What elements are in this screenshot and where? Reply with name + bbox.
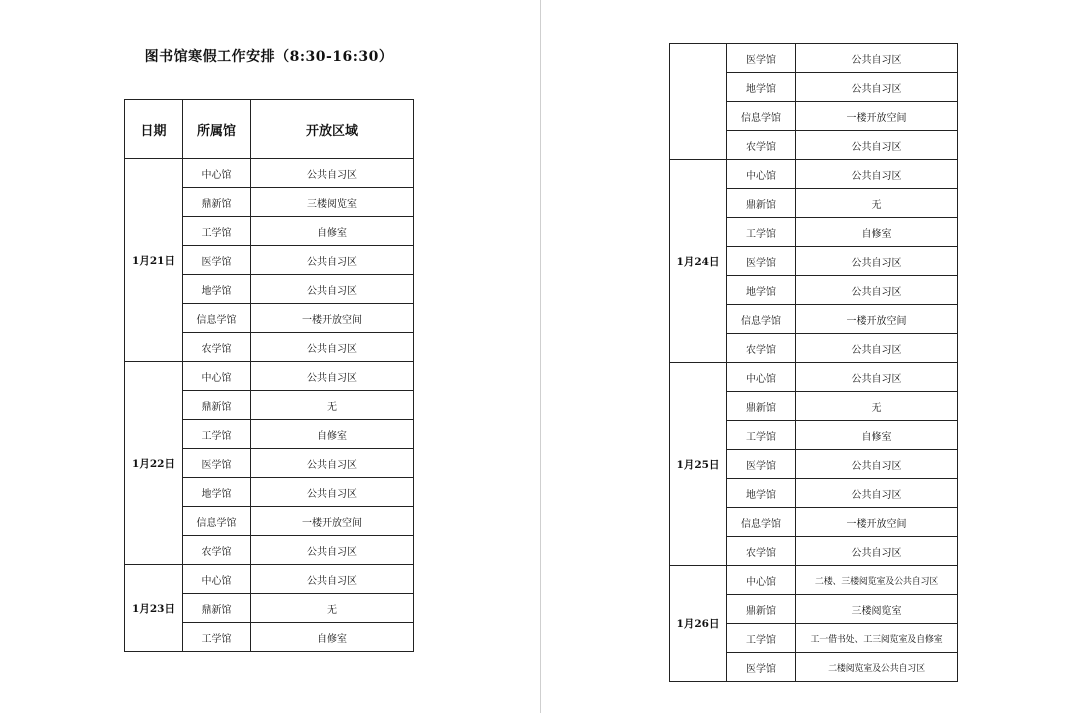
library-cell: 地学馆 [183,275,251,304]
area-cell: 公共自习区 [796,44,958,73]
library-cell: 信息学馆 [727,102,796,131]
library-cell: 农学馆 [183,536,251,565]
date-cell: 1月24日 [670,160,727,363]
library-cell: 地学馆 [183,478,251,507]
library-cell: 中心馆 [183,565,251,594]
area-cell: 无 [796,189,958,218]
schedule-table-right [669,43,958,682]
table-row [125,362,414,391]
area-cell: 公共自习区 [251,333,414,362]
library-cell: 工学馆 [727,218,796,247]
table-row [670,44,958,73]
library-cell: 鼎新馆 [727,595,796,624]
area-cell: 三楼阅览室 [796,595,958,624]
area-cell: 公共自习区 [796,334,958,363]
library-cell: 信息学馆 [183,507,251,536]
library-cell: 信息学馆 [183,304,251,333]
library-cell: 信息学馆 [727,305,796,334]
area-cell: 自修室 [251,623,414,652]
library-cell: 中心馆 [727,363,796,392]
table-row [670,160,958,189]
area-cell: 一楼开放空间 [251,304,414,333]
area-cell: 一楼开放空间 [796,305,958,334]
date-cell [670,44,727,160]
area-cell: 一楼开放空间 [796,508,958,537]
area-cell: 公共自习区 [796,160,958,189]
page-title: 图书馆寒假工作安排（8:30-16:30） [144,49,394,65]
library-cell: 鼎新馆 [183,391,251,420]
library-cell: 工学馆 [727,421,796,450]
library-cell: 鼎新馆 [727,392,796,421]
table-row [670,363,958,392]
area-cell: 公共自习区 [251,449,414,478]
library-cell: 地学馆 [727,276,796,305]
area-cell: 一楼开放空间 [796,102,958,131]
library-cell: 医学馆 [183,246,251,275]
date-cell: 1月25日 [670,363,727,566]
area-cell: 自修室 [251,217,414,246]
page-divider [540,0,541,713]
library-cell: 信息学馆 [727,508,796,537]
area-cell: 公共自习区 [251,159,414,188]
area-cell: 自修室 [251,420,414,449]
area-cell: 二楼阅览室及公共自习区 [796,653,958,682]
library-cell: 工学馆 [183,217,251,246]
library-cell: 中心馆 [183,362,251,391]
schedule-body-right [670,44,958,682]
table-row [125,565,414,594]
schedule-table-left [124,99,414,652]
schedule-body-left [125,159,414,652]
library-cell: 农学馆 [727,334,796,363]
date-cell: 1月26日 [670,566,727,682]
table-row [125,159,414,188]
area-cell: 无 [251,391,414,420]
library-cell: 农学馆 [183,333,251,362]
area-cell: 公共自习区 [251,275,414,304]
library-cell: 农学馆 [727,131,796,160]
area-cell: 公共自习区 [251,536,414,565]
area-cell: 公共自习区 [251,246,414,275]
area-cell: 公共自习区 [796,73,958,102]
date-cell: 1月21日 [125,159,183,362]
area-cell: 无 [796,392,958,421]
area-cell: 无 [251,594,414,623]
header-library: 所属馆 [183,100,251,159]
date-cell: 1月23日 [125,565,183,652]
area-cell: 公共自习区 [251,362,414,391]
area-cell: 公共自习区 [796,131,958,160]
library-cell: 工学馆 [183,623,251,652]
area-cell: 公共自习区 [796,537,958,566]
library-cell: 鼎新馆 [183,594,251,623]
area-cell: 三楼阅览室 [251,188,414,217]
library-cell: 中心馆 [183,159,251,188]
area-cell: 自修室 [796,218,958,247]
area-cell: 公共自习区 [796,450,958,479]
library-cell: 鼎新馆 [183,188,251,217]
area-cell: 一楼开放空间 [251,507,414,536]
library-cell: 医学馆 [727,450,796,479]
area-cell: 公共自习区 [796,247,958,276]
library-cell: 医学馆 [727,44,796,73]
table-row [670,566,958,595]
area-cell: 公共自习区 [796,363,958,392]
library-cell: 工学馆 [727,624,796,653]
library-cell: 地学馆 [727,479,796,508]
area-cell: 二楼、三楼阅览室及公共自习区 [796,566,958,595]
library-cell: 农学馆 [727,537,796,566]
area-cell: 工一借书处、工三阅览室及自修室 [796,624,958,653]
area-cell: 公共自习区 [251,565,414,594]
library-cell: 医学馆 [727,247,796,276]
area-cell: 公共自习区 [251,478,414,507]
library-cell: 工学馆 [183,420,251,449]
date-cell: 1月22日 [125,362,183,565]
area-cell: 公共自习区 [796,479,958,508]
library-cell: 医学馆 [727,653,796,682]
library-cell: 医学馆 [183,449,251,478]
library-cell: 地学馆 [727,73,796,102]
header-area: 开放区域 [251,100,414,159]
header-date: 日期 [125,100,183,159]
library-cell: 中心馆 [727,160,796,189]
area-cell: 公共自习区 [796,276,958,305]
library-cell: 中心馆 [727,566,796,595]
area-cell: 自修室 [796,421,958,450]
library-cell: 鼎新馆 [727,189,796,218]
